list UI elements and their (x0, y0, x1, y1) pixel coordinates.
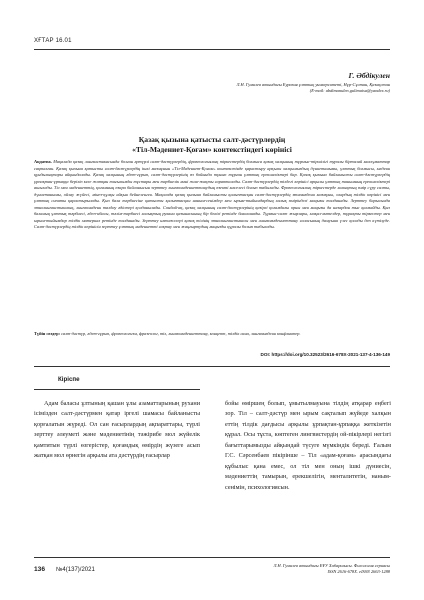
header-rule (34, 49, 390, 50)
keywords-label: Түйін сөздер: (34, 331, 61, 336)
affiliation-line: Л.Н. Гумилев атындағы Еуразия ұлттық университеті, Нұр-Сұлтан, Қазақстан (236, 82, 390, 87)
section-heading: Кіріспе (58, 376, 80, 383)
body-paragraph: бойы өміршең болып, ұмытылмауына тілдің атқарар еңбегі зор. Тіл – салт-дәстүр мен ырым сақталып жүйеде халқын еттің тілдік дағдысы арқылы ұрпақтан-ұрпаққа жеткізетін құрал. Осы тұста, көптеген лингвистердің ой-пікірлері негізгі бағыттарымызды айқындай түсуге мүмкіндік береді. Ғалым Г.С. Сәрсенбаев пікірінше – Тіл «адам-қоғам» арасындағы құбылыс қана емес, ол тіл мен оның ішкі дүниесін, мәдениеттің тамырын, ерекшелігін, менталитетін, наным-сенімін, психологиясын. (225, 400, 391, 491)
body-column-right (225, 399, 391, 493)
footer-rule (34, 557, 390, 558)
section-heading-rule (34, 389, 200, 390)
issue-number: №4(137)/2021 (56, 566, 95, 573)
author-affiliation (236, 82, 390, 94)
body-paragraph: Адам баласы ұлтының қашан ұлы азаматтарының рухани ісімізден салт-дәстүрмен қатар іргелі шамасы байланысты қорғалатын жүреді. Ол сан ғасырлардың ақпараттары, түрлі зерттеу әлеуметі және мәдениетінің тәжірибе мол жүйелік қамтитын түрлі өзгерістер, қоғамдық өмірдің жүзеге асып жатқан мол өрнегін арқылы ата дәстүрдің ғасырлар (34, 400, 200, 460)
keywords-text: салт-дәстүр, әдет-ғұрып, фразеологизм, фразеолог, тіл, лингвомәдениеттану, концепт, тілдік сана, лингвомәдени конфликтер. (61, 331, 301, 336)
page-number: 136 (34, 566, 46, 573)
abstract (34, 159, 390, 231)
abstract-text: Мақалада қазақ лингвистикасында болған әртүрлі салт-дәстүрлердің, фразеологиялық тіркестердің болмыса қазақ халқының тұрмыс-тіршілігі туралы бірталай мағлұматтар сақталған. Қазақ қызына қатысты салт-дәстүрлердің ішкі мазмұнын «Тіл-Мәдениет-Қоғам» контекстінде қарастыру арқылы халқымыздың дүниетанымы, ұлттық болмысы, мәдени құндылықтары айқындалады. Қазақ халқының әдет-ғұрып, салт-дәстүрлерінің өз бойында тұнып тұрған ұлттық ерекшеліктері бар. Қазақ қызына байланысты салт-дәстүрлердің ұрпақтан-ұрпаққа беріліп келе жатқан тағылымды тұстары мен тәрбиелік мәні жан-жақты сарапталады. Салт-дәстүрлердің тілдегі көрінісі арқылы ұлттық танымның ерекшеліктері ашылады. Тіл мен мәдениеттің, қоғамның өзара байланысын зерттеу лингвомәдениеттанудың өзекті мәселесі болып табылады. Фразеологиялық тіркестерде халықтың өмір сүру салты, дүниетанымы, ойлау жүйесі, мінез-құлқы айқын бейнеленген. Мақалада қазақ қызына байланысты қалыптасқан салт-дәстүрлердің этномәдени мазмұны, олардың тілдік көрінісі мен ұлттық сипаты қарастырылады. Қыз бала тәрбиесіне қатысты қалыптасқан наным-сенімдер мен ырым-тыйымдардың халық өміріндегі маңызы талданады. Зерттеу барысында этнолингвистикалық, лингвомәдени талдау әдістері қолданылады. Сондай-ақ, қазақ халқының салт-дәстүрлерінің қазіргі қоғамдағы орны мен маңызы да назардан тыс қалмайды. Қыз баланың ұлттық тәрбиесі, әдеп-ибасы, тәлім-тәрбиесі халықтың рухани қазынасының бір бөлігі ретінде бағаланады. Тұрмыс-салт жырлары, мақал-мәтелдер, тұрақты тіркестер мен ырым-тыйымдар тілдік материал ретінде талданады. Зерттеу нәтижелері қазақ тілінің этнолингвистикасы мен лингвомәдениеттану саласының дамуына үлес қосады деп күтілуде. Салт-дәстүрлердің тілдік көрінісін зерттеу ұлттық мәдениетті сақтау мен жаңғыртудың маңызды құралы болып табылады. (34, 159, 390, 230)
affiliation-email: (E-mail: abdimanulen.gulimaisa@yandex.ru) (309, 88, 390, 94)
article-title-line: «Тіл-Мәдениет-Қоғам» контекстіндегі көрінісі (132, 144, 292, 154)
article-title (0, 135, 424, 154)
author-name: Г. Әбдікулен (348, 71, 390, 80)
journal-name: Л.Н. Гумилев атындағы ЕҰУ Хабаршысы. Филология сериясы (273, 563, 390, 568)
abstract-label: Аңдатпа. (34, 159, 52, 164)
body-column-left (34, 399, 200, 462)
journal-issn: ISSN 2616-678X. eISSN 2663-1288 (327, 569, 390, 575)
article-title-line: Қазақ қызына қатысты салт-дәстүрлердің (138, 135, 286, 144)
keywords (34, 331, 390, 338)
udc-code: ХҒТАР 16.01 (34, 38, 72, 44)
journal-info (273, 563, 390, 575)
section-rule (34, 366, 390, 367)
doi-link[interactable]: DOI: https://doi.org/10.32523/2616-678X-2021-137-4-136-149 (260, 352, 390, 357)
